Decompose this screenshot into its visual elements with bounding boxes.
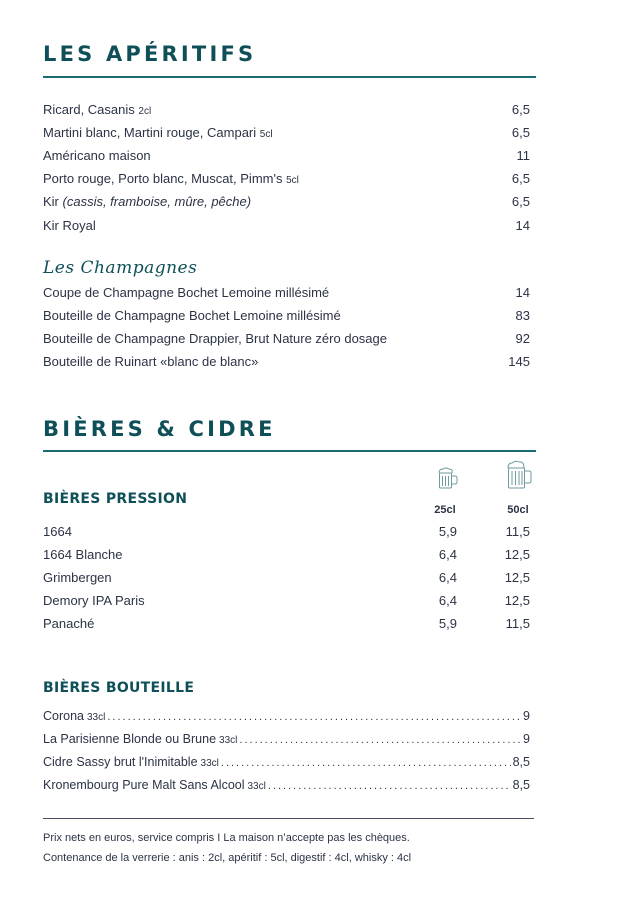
item-unit: 5cl — [259, 129, 273, 140]
item-name: 1664 — [43, 524, 72, 539]
dot-leader — [221, 752, 511, 774]
item-unit: 33cl — [247, 781, 266, 792]
menu-item — [43, 191, 530, 213]
menu-item — [43, 351, 530, 373]
price-25cl: 5,9 — [438, 524, 457, 539]
item-name: Panaché — [43, 616, 95, 631]
champagnes-title: Les Champagnes — [43, 258, 198, 278]
bottle-item — [43, 751, 530, 773]
draft-item — [43, 544, 530, 566]
item-price: 145 — [508, 354, 530, 369]
footer-glassware-note: Contenance de la verrerie : anis : 2cl, apéritif : 5cl, digestif : 4cl, whisky : 4cl — [43, 852, 412, 864]
menu-item — [43, 168, 530, 190]
col-25cl: 25cl — [434, 504, 456, 516]
item-name: 1664 Blanche — [43, 547, 123, 562]
bieres-title: BIÈRES & CIDRE — [43, 417, 276, 441]
menu-item — [43, 99, 530, 121]
price-25cl: 6,4 — [438, 570, 457, 585]
large-beer-mug-icon — [506, 459, 533, 490]
item-price: 9 — [523, 709, 530, 723]
item-unit: 33cl — [87, 712, 106, 723]
item-price: 14 — [515, 285, 530, 300]
item-price: 11 — [516, 148, 530, 163]
price-50cl: 11,5 — [505, 524, 530, 539]
item-price: 6,5 — [511, 125, 530, 140]
bouteille-title: BIÈRES BOUTEILLE — [43, 680, 195, 696]
menu-item — [43, 328, 530, 350]
draft-item — [43, 521, 530, 543]
menu-item — [43, 282, 530, 304]
price-50cl: 12,5 — [504, 570, 530, 585]
item-name: Bouteille de Champagne Drappier, Brut Nature zéro dosage — [43, 331, 387, 346]
item-price: 8,5 — [512, 778, 530, 792]
item-name: Kir — [43, 194, 59, 209]
draft-item — [43, 590, 530, 612]
draft-item — [43, 613, 530, 635]
menu-item — [43, 305, 530, 327]
item-name: Grimbergen — [43, 570, 112, 585]
item-name: Kronembourg Pure Malt Sans Alcool — [43, 778, 245, 792]
draft-item — [43, 567, 530, 589]
item-name: Cidre Sassy brut l'Inimitable — [43, 755, 198, 769]
footer-pricing-note: Prix nets en euros, service compris I La maison n’accepte pas les chèques. — [43, 832, 410, 844]
item-price: 83 — [515, 308, 530, 323]
price-50cl: 11,5 — [505, 616, 530, 631]
item-name: Demory IPA Paris — [43, 593, 145, 608]
item-price: 6,5 — [511, 194, 530, 209]
item-price: 14 — [515, 218, 530, 233]
price-25cl: 6,4 — [438, 593, 457, 608]
small-beer-mug-icon — [437, 466, 459, 490]
item-name: Coupe de Champagne Bochet Lemoine millésimé — [43, 285, 330, 300]
bottle-item — [43, 728, 530, 750]
pression-title: BIÈRES PRESSION — [43, 491, 188, 507]
price-50cl: 12,5 — [504, 547, 530, 562]
item-note: (cassis, framboise, mûre, pêche) — [62, 194, 252, 209]
bieres-divider — [43, 450, 536, 452]
item-price: 6,5 — [511, 102, 530, 117]
price-25cl: 5,9 — [438, 616, 457, 631]
menu-item — [43, 122, 530, 144]
bottle-item — [43, 774, 530, 796]
item-name: Martini blanc, Martini rouge, Campari — [43, 125, 257, 140]
item-unit: 33cl — [200, 758, 219, 769]
item-name: Ricard, Casanis — [43, 102, 135, 117]
item-price: 92 — [515, 331, 530, 346]
item-name: Américano maison — [43, 148, 151, 163]
item-unit: 2cl — [138, 106, 152, 117]
aperitifs-title: LES APÉRITIFS — [43, 42, 257, 66]
item-price: 9 — [523, 732, 530, 746]
col-50cl: 50cl — [507, 504, 529, 516]
item-name: Corona — [43, 709, 84, 723]
bottle-item — [43, 705, 530, 727]
item-name: Bouteille de Ruinart «blanc de blanc» — [43, 354, 259, 369]
item-name: La Parisienne Blonde ou Brune — [43, 732, 217, 746]
menu-item — [43, 145, 530, 167]
item-name: Bouteille de Champagne Bochet Lemoine millésimé — [43, 308, 341, 323]
menu-item — [43, 215, 530, 237]
price-50cl: 12,5 — [504, 593, 530, 608]
aperitifs-divider — [43, 76, 536, 78]
price-25cl: 6,4 — [438, 547, 457, 562]
footer-divider — [43, 818, 534, 819]
item-unit: 33cl — [219, 735, 238, 746]
dot-leader — [107, 706, 521, 728]
dot-leader — [268, 775, 511, 797]
item-name: Kir Royal — [43, 218, 96, 233]
item-price: 6,5 — [511, 171, 530, 186]
item-price: 8,5 — [512, 755, 530, 769]
dot-leader — [239, 729, 521, 751]
item-unit: 5cl — [286, 175, 299, 186]
item-name: Porto rouge, Porto blanc, Muscat, Pimm's — [43, 171, 283, 186]
